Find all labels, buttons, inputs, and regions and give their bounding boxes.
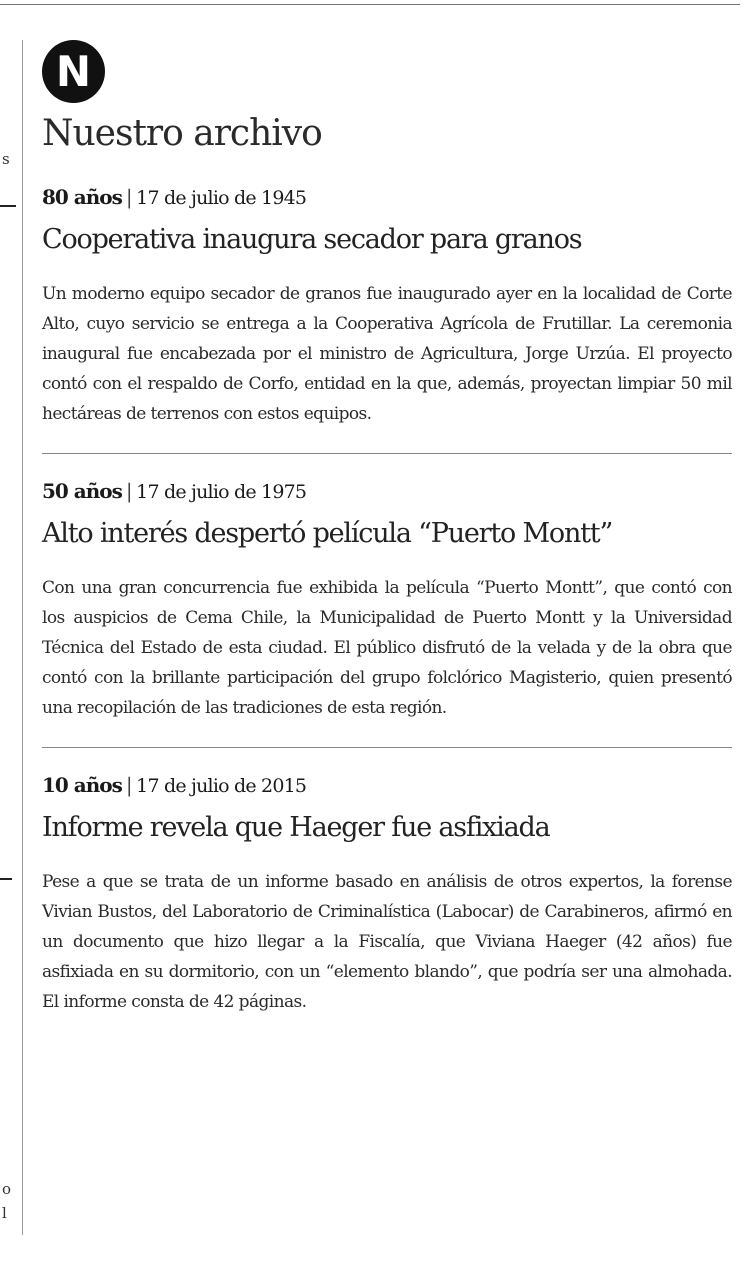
kicker-separator: | <box>125 773 133 797</box>
article-body: Con una gran concurrencia fue exhibida la película “Puerto Montt”, que contó con los auspicios de Cema Chile, la Municipalidad de Puerto Montt y la Universidad Técnica del Estado de esta ciudad. El público disfrutó de la velada y de la obra que contó con la brillante participación del grupo folclórico Magisterio, quien presentó una recopilación de las tradiciones de esta región. <box>42 578 732 718</box>
archive-article <box>42 772 732 1017</box>
top-rule <box>0 4 740 5</box>
adjacent-column-fragment: s <box>2 150 10 168</box>
article-date: 17 de julio de 1945 <box>136 187 307 209</box>
logo-letter: N <box>55 46 92 96</box>
article-kicker <box>42 184 732 211</box>
section-title: Nuestro archivo <box>42 113 322 154</box>
column-divider <box>22 40 23 1235</box>
article-date: 17 de julio de 2015 <box>136 775 307 797</box>
article-body: Pese a que se trata de un informe basado en análisis de otros expertos, la forense Vivian Bustos, del Laboratorio de Criminalística (Labocar) de Carabineros, afirmó en un documento que hizo llegar a la Fiscalía, que Viviana Haeger (42 años) fue asfixiada en su dormitorio, con un “elemento blando”, que podría ser una almohada. El informe consta de 42 páginas. <box>42 872 732 1012</box>
article-headline: Alto interés despertó película “Puerto Montt” <box>42 518 613 549</box>
article-divider <box>42 453 732 454</box>
kicker-separator: | <box>125 185 133 209</box>
article-body: Un moderno equipo secador de granos fue inaugurado ayer en la localidad de Corte Alto, cuyo servicio se entrega a la Cooperativa Agrícola de Frutillar. La ceremonia inaugural fue encabezada por el ministro de Agricultura, Jorge Urzúa. El proyecto contó con el respaldo de Corfo, entidad en la que, además, proyectan limpiar 50 mil hectáreas de terrenos con estos equipos. <box>42 284 732 424</box>
archive-article <box>42 478 732 723</box>
adjacent-column-rule <box>0 205 16 207</box>
archive-column <box>42 40 732 1017</box>
years-ago: 80 años <box>42 185 122 209</box>
section-logo <box>42 40 105 103</box>
article-divider <box>42 747 732 748</box>
years-ago: 50 años <box>42 479 122 503</box>
article-headline: Cooperativa inaugura secador para granos <box>42 224 582 255</box>
article-headline: Informe revela que Haeger fue asfixiada <box>42 812 550 843</box>
adjacent-column-fragment: o <box>2 1180 12 1198</box>
article-kicker <box>42 772 732 799</box>
adjacent-column-rule <box>0 878 12 880</box>
years-ago: 10 años <box>42 773 122 797</box>
article-kicker <box>42 478 732 505</box>
kicker-separator: | <box>125 479 133 503</box>
adjacent-column-fragment: l <box>2 1204 7 1222</box>
article-date: 17 de julio de 1975 <box>136 481 307 503</box>
archive-article <box>42 184 732 429</box>
